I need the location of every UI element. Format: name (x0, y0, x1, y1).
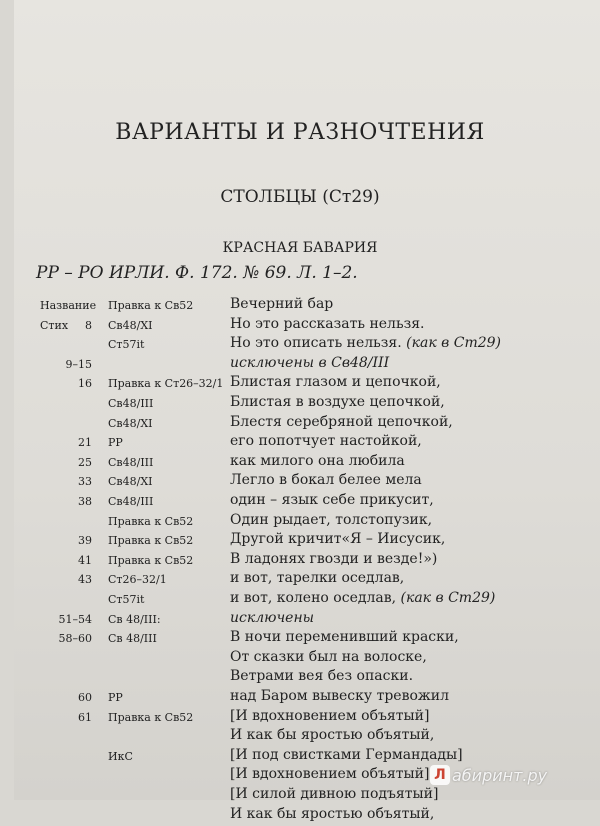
variant-text-italic: исключены (230, 609, 315, 626)
variant-row (0, 512, 600, 532)
variant-text (230, 668, 413, 684)
source-siglum: Св48/III (108, 397, 154, 410)
source-siglum: Св48/XI (108, 416, 153, 430)
variant-text-main: Но это описать нельзя. (230, 335, 407, 352)
line-number: 16 (78, 377, 92, 391)
variant-text-main: В ночи переменивший краски, (230, 629, 459, 646)
variant-text-main: Один рыдает, толстопузик, (230, 511, 433, 528)
variant-row (0, 335, 600, 355)
variant-row (0, 296, 600, 316)
variant-text-main: один – язык себе прикусит, (230, 492, 434, 508)
variant-text (230, 727, 434, 743)
source-siglum: Ст26–32/1 (108, 573, 167, 587)
variant-row (0, 316, 600, 336)
source-siglum: Правка к Св52 (108, 710, 194, 724)
variant-text (230, 414, 453, 430)
variant-text-main: [И под свистками Германдады] (230, 746, 463, 763)
variant-text-main: Блестя серебряной цепочкой, (230, 413, 453, 430)
variant-row (0, 688, 600, 708)
line-number: 43 (78, 573, 92, 587)
variant-text-main: От сказки был на волоске, (230, 648, 427, 665)
source-siglum: Св48/III (108, 495, 154, 508)
source-siglum: Ст57it (108, 338, 145, 352)
variant-row (0, 806, 600, 826)
variant-text (230, 747, 463, 763)
variant-row (0, 786, 600, 806)
source-siglum: Правка к Ст26–32/1 (108, 377, 224, 391)
variant-text (230, 355, 389, 371)
variant-text-main: и вот, тарелки оседлав, (230, 570, 405, 587)
line-number: 51–54 (58, 612, 92, 626)
variant-row (0, 355, 600, 375)
source-siglum: Правка к Св52 (108, 514, 194, 528)
variant-text (230, 433, 422, 449)
variant-row (0, 453, 600, 473)
line-number: 9–15 (65, 357, 92, 371)
variant-row (0, 590, 600, 610)
variant-text (230, 374, 441, 390)
line-number: 33 (78, 475, 92, 489)
variant-text-main: Вечерний бар (230, 296, 334, 312)
variant-row (0, 433, 600, 453)
line-number: 25 (78, 455, 92, 469)
line-number: 61 (78, 710, 92, 724)
variant-text (230, 766, 429, 782)
variant-row (0, 610, 600, 630)
source-siglum: Ст57it (108, 593, 145, 606)
source-siglum: РР (108, 691, 123, 704)
variant-text (230, 806, 434, 822)
line-number: 58–60 (58, 632, 92, 646)
source-siglum: Св 48/III: (108, 612, 161, 626)
variant-text (230, 453, 405, 469)
line-number: 21 (78, 436, 92, 450)
variant-text (230, 590, 495, 606)
variant-text-main: В ладонях гвозди и везде!») (230, 550, 438, 567)
variant-text-main: и вот, колено оседлав, (230, 590, 401, 606)
section-title: СТОЛБЦЫ (Ст29) (220, 187, 380, 207)
variant-row (0, 708, 600, 728)
source-siglum: Св48/XI (108, 318, 153, 332)
variant-text-italic: исключены в Св48/III (230, 354, 390, 371)
variant-text (230, 394, 445, 410)
variant-text-main: Другой кричит«Я – Иисусик, (230, 531, 446, 548)
variant-text-main: Ветрами вея без опаски. (230, 668, 414, 685)
line-number: 8 (85, 318, 92, 332)
variant-row (0, 649, 600, 669)
variant-text (230, 296, 333, 312)
variant-text (230, 492, 434, 508)
source-siglum: Св 48/III (108, 632, 157, 646)
variant-text-main: Блистая глазом и цепочкой, (230, 374, 441, 391)
variant-row (0, 747, 600, 767)
variant-row (0, 374, 600, 394)
page-title: ВАРИАНТЫ И РАЗНОЧТЕНИЯ (115, 120, 485, 145)
variant-text (230, 610, 314, 626)
line-number: 41 (78, 553, 92, 567)
variant-text (230, 551, 437, 567)
source-siglum: Правка к Св52 (108, 299, 194, 312)
variant-text (230, 472, 422, 488)
variant-text (230, 512, 432, 528)
variant-row (0, 668, 600, 688)
variant-row (0, 629, 600, 649)
variant-text (230, 316, 425, 332)
variant-text-main: И как бы яростью объятый, (230, 727, 435, 744)
source-siglum: Св48/XI (108, 475, 153, 489)
watermark-text: абиринт.ру (452, 766, 548, 785)
variant-text (230, 570, 404, 586)
variant-text-main: Но это рассказать нельзя. (230, 315, 425, 332)
variant-text-main: его попотчует настойкой, (230, 433, 422, 450)
labirint-logo-icon: Л (430, 765, 450, 785)
variant-text-main: над Баром вывеску тревожил (230, 688, 449, 704)
variant-text (230, 708, 429, 724)
variant-text (230, 688, 449, 704)
line-number: 38 (78, 495, 92, 508)
variant-text-main: [И вдохновением объятый] (230, 766, 430, 783)
variant-text-main: Блистая в воздухе цепочкой, (230, 394, 445, 410)
variant-text (230, 531, 445, 547)
source-siglum: Правка к Св52 (108, 534, 194, 548)
variant-text-main: как милого она любила (230, 452, 405, 469)
variant-row (0, 414, 600, 434)
line-number: 39 (78, 534, 92, 548)
source-reference: РР – РО ИРЛИ. Ф. 172. № 69. Л. 1–2. (36, 263, 358, 283)
row-label: Название (40, 299, 97, 312)
poem-title: КРАСНАЯ БАВАРИЯ (222, 240, 378, 256)
variant-text (230, 335, 501, 351)
source-siglum: Св48/III (108, 455, 154, 469)
variant-text-main: И как бы яростью объятый, (230, 805, 435, 822)
variant-row (0, 492, 600, 512)
source-siglum: ИкС (108, 749, 133, 763)
variant-text-main: [И силой дивною подъятый] (230, 786, 439, 802)
source-siglum: РР (108, 436, 123, 450)
variant-text-main: [И вдохновением объятый] (230, 707, 430, 724)
source-siglum: Правка к Св52 (108, 553, 194, 567)
variant-row (0, 551, 600, 571)
variant-text (230, 629, 459, 645)
variant-text (230, 649, 427, 665)
variant-row (0, 570, 600, 590)
variant-text-main: Легло в бокал белее мела (230, 472, 422, 489)
variant-row (0, 472, 600, 492)
variant-text-italic: (как в Ст29) (400, 590, 496, 606)
variant-text-italic: (как в Ст29) (406, 335, 501, 352)
variant-row (0, 727, 600, 747)
variant-row (0, 531, 600, 551)
line-number: 60 (78, 691, 92, 704)
variant-row (0, 394, 600, 414)
row-label: Стих (40, 318, 69, 332)
